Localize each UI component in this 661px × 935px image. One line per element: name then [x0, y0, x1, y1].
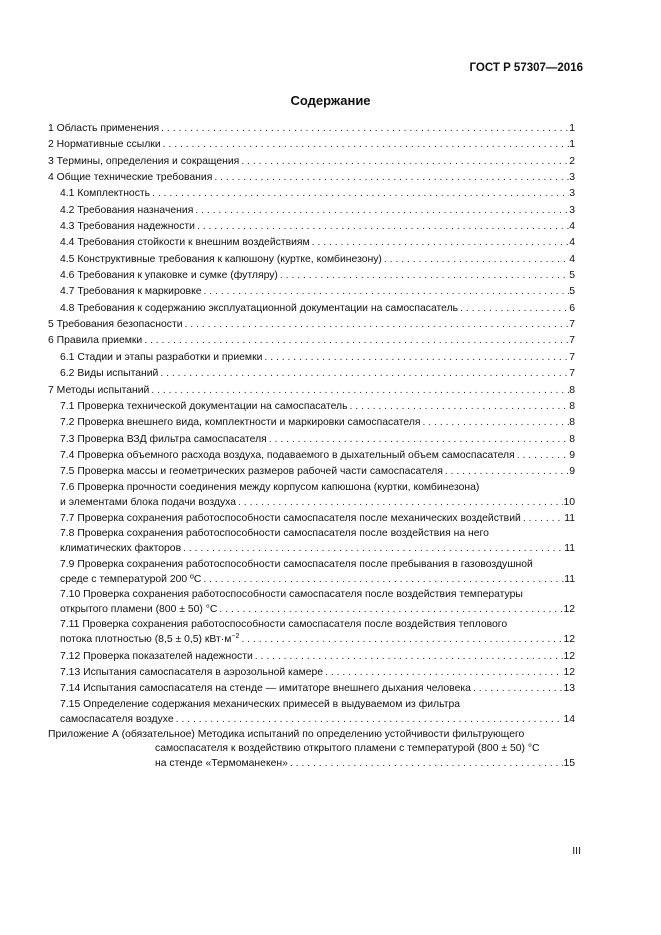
toc-entry-text: на стенде «Термоманекен»: [155, 758, 288, 769]
toc-entry-text: 7.3 Проверка ВЗД фильтра самоспасателя: [60, 433, 267, 445]
dot-leader: [239, 632, 563, 648]
dot-leader: [183, 317, 569, 333]
toc-page-number: 4: [569, 253, 575, 265]
toc-entry[interactable]: [48, 399, 575, 415]
toc-entry[interactable]: [48, 558, 575, 588]
toc-entry-text-line: 7.6 Проверка прочности соединения между корпусом капюшона (куртки, комбинезона): [60, 481, 480, 493]
toc-entry[interactable]: [48, 665, 575, 681]
dot-leader: [310, 235, 569, 251]
toc-page-number: 6: [569, 302, 575, 314]
dot-leader: [217, 602, 563, 618]
toc-entry[interactable]: [48, 728, 575, 772]
toc-entry[interactable]: [48, 219, 575, 235]
toc-page-number: 3: [569, 172, 575, 184]
toc-entry-text: 7.1 Проверка технической документации на самоспасатель: [60, 400, 348, 412]
dot-leader: [382, 252, 569, 268]
toc-entry-text: 5 Требования безопасности: [48, 319, 183, 331]
toc-page-number: 11: [564, 543, 575, 555]
toc-page-number: 7: [569, 335, 575, 347]
toc-page-number: 1: [569, 139, 575, 151]
toc-entry[interactable]: [48, 137, 575, 153]
toc-page-number: 1: [569, 123, 575, 134]
toc-entry-text: 1 Область применения: [48, 123, 160, 134]
dot-leader: [149, 383, 569, 399]
dot-leader: [471, 681, 564, 697]
dot-leader: [267, 432, 569, 448]
toc-entry-text: 3 Термины, определения и сокращения: [48, 155, 240, 167]
toc-entry-text: самоспасателя воздухе: [60, 713, 174, 725]
toc-entry[interactable]: [48, 511, 575, 527]
toc-page-number: 9: [569, 449, 575, 461]
toc-entry-text: 6.2 Виды испытаний: [60, 368, 159, 380]
toc-page-number: 4: [569, 237, 575, 249]
toc-entry[interactable]: [48, 350, 575, 366]
dot-leader: [202, 284, 569, 300]
toc-entry-text-line: 7.15 Определение содержания механических примесей в выдуваемом из фильтра: [60, 698, 461, 710]
toc-entry-text: 7.14 Испытания самоспасателя на стенде — имитаторе внешнего дыхания человека: [60, 683, 471, 695]
toc-entry-text: 7.2 Проверка внешнего вида, комплектности и маркировки самоспасателя: [60, 417, 421, 429]
toc-entry-text: 7 Методы испытаний: [48, 384, 150, 396]
toc-page-number: 7: [569, 351, 575, 363]
dot-leader: [161, 137, 569, 153]
toc-page-number: 2: [569, 155, 575, 167]
toc-entry-text: потока плотностью (8,5 ± 0,5) $кВт\cdot м^{-2}$: [60, 633, 240, 646]
toc-entry-text-line: самоспасателя к воздействию открытого пламени с температурой (800 ± 50) °С: [155, 743, 540, 754]
toc-page-number: 12: [563, 634, 575, 646]
table-of-contents: [48, 121, 575, 772]
toc-entry[interactable]: [48, 649, 575, 665]
toc-page-number: 3: [569, 188, 575, 200]
toc-entry[interactable]: [48, 481, 575, 511]
dot-leader: [212, 170, 569, 186]
toc-entry[interactable]: [48, 333, 575, 349]
toc-entry-text: 7.4 Проверка объемного расхода воздуха, подаваемого в дыхательный объем самоспасателя: [60, 449, 515, 461]
toc-entry[interactable]: [48, 588, 575, 618]
toc-entry[interactable]: [48, 464, 575, 480]
toc-entry-text: климатических факторов: [60, 543, 182, 555]
dot-leader: [195, 219, 569, 235]
toc-entry-text: 4.4 Требования стойкости к внешним воздействиям: [60, 237, 310, 249]
toc-entry[interactable]: [48, 301, 575, 317]
toc-page-number: 12: [563, 650, 575, 662]
toc-entry[interactable]: [48, 186, 575, 202]
toc-page-number: 7: [569, 368, 575, 380]
toc-entry-text: 6.1 Стадии и этапы разработки и приемки: [60, 351, 263, 363]
dot-leader: [278, 268, 569, 284]
dot-leader: [193, 203, 569, 219]
toc-page-number: 5: [569, 286, 575, 298]
toc-page-number: 9: [569, 466, 575, 478]
toc-entry[interactable]: [48, 681, 575, 697]
toc-page-number: 8: [569, 384, 575, 396]
toc-entry[interactable]: [48, 268, 575, 284]
toc-entry-text: 6 Правила приемки: [48, 335, 143, 347]
toc-entry-text: среде с температурой 200 ºС: [60, 573, 202, 585]
toc-entry[interactable]: [48, 698, 575, 728]
toc-entry[interactable]: [48, 284, 575, 300]
toc-entry-text: 4.2 Требования назначения: [60, 204, 194, 216]
toc-entry[interactable]: [48, 203, 575, 219]
toc-entry-text: 4.8 Требования к содержанию эксплуатационной документации на самоспасатель: [60, 302, 459, 314]
toc-page-number: 12: [563, 603, 575, 615]
toc-entry-text-line: 7.8 Проверка сохранения работоспособности самоспасателя после воздействия на него: [60, 528, 489, 540]
dot-leader: [181, 541, 564, 557]
dot-leader: [174, 712, 564, 728]
dot-leader: [158, 366, 569, 382]
toc-entry[interactable]: [48, 252, 575, 268]
toc-entry-text: открытого пламени (800 ± 50) °С: [60, 603, 218, 615]
toc-page-number: 7: [569, 319, 575, 331]
dot-leader: [323, 665, 563, 681]
toc-page-number: 11: [564, 512, 575, 524]
toc-entry[interactable]: [48, 121, 575, 137]
toc-entry-text-line: 7.11 Проверка сохранения работоспособности самоспасателя после воздействия теплового: [60, 619, 508, 631]
toc-entry-text: 4.1 Комплектность: [60, 188, 151, 200]
toc-page-number: 12: [563, 666, 575, 678]
toc-entry-text: 4.7 Требования к маркировке: [60, 286, 202, 298]
toc-entry-text: 7.7 Проверка сохранения работоспособности самоспасателя после механических воздействий: [60, 512, 521, 524]
toc-entry-text: 4.3 Требования надежности: [60, 221, 195, 233]
toc-entry-text: 7.5 Проверка массы и геометрических размеров рабочей части самоспасателя: [60, 466, 443, 478]
toc-page-number: 8: [569, 433, 575, 445]
toc-entry-text-line: 7.10 Проверка сохранения работоспособности самоспасателя после воздействия температуры: [60, 588, 523, 600]
toc-entry[interactable]: [48, 170, 575, 186]
toc-entry[interactable]: [48, 383, 575, 399]
toc-entry[interactable]: [48, 317, 575, 333]
toc-page-number: 8: [569, 400, 575, 412]
toc-entry[interactable]: [48, 415, 575, 431]
dot-leader: [421, 415, 569, 431]
toc-entry[interactable]: [48, 235, 575, 251]
toc-entry[interactable]: [48, 154, 575, 170]
dot-leader: [201, 572, 564, 588]
dot-leader: [288, 756, 564, 772]
toc-page-number: 15: [563, 758, 575, 769]
standard-code: ГОСТ Р 57307—2016: [469, 62, 583, 74]
dot-leader: [348, 399, 569, 415]
toc-entry-text: 2 Нормативные ссылки: [48, 139, 161, 151]
dot-leader: [458, 301, 569, 317]
toc-entry-text: 4.5 Конструктивные требования к капюшону (куртке, комбинезону): [60, 253, 382, 265]
toc-entry-text-line: Приложение А (обязательное) Методика испытаний по определению устойчивости фильтрующего: [48, 729, 525, 740]
dot-leader: [142, 333, 569, 349]
dot-leader: [253, 649, 564, 665]
toc-page-number: 13: [563, 683, 575, 695]
dot-leader: [150, 186, 569, 202]
toc-entry[interactable]: [48, 527, 575, 557]
page-number: III: [572, 845, 581, 857]
toc-entry-text: 7.13 Испытания самоспасателя в аэрозольной камере: [60, 666, 324, 678]
toc-page-number: 8: [569, 417, 575, 429]
toc-entry[interactable]: [48, 366, 575, 382]
superscript: −2: [231, 633, 240, 641]
toc-entry[interactable]: [48, 618, 575, 648]
toc-page-number: 11: [564, 573, 575, 585]
dot-leader: [443, 464, 569, 480]
dot-leader: [159, 121, 569, 137]
dot-leader: [262, 350, 569, 366]
dot-leader: [515, 448, 569, 464]
toc-entry[interactable]: [48, 432, 575, 448]
toc-entry-text: 7.12 Проверка показателей надежности: [60, 650, 253, 662]
toc-page-number: 3: [569, 204, 575, 216]
toc-entry-text: 4.6 Требования к упаковке и сумке (футляру): [60, 270, 278, 282]
toc-entry-text: и элементами блока подачи воздуха: [60, 496, 237, 508]
toc-page-number: 4: [569, 221, 575, 233]
toc-page-number: 5: [569, 270, 575, 282]
dot-leader: [521, 511, 564, 527]
page-title: Содержание: [290, 93, 371, 108]
toc-page-number: 10: [563, 496, 575, 508]
toc-entry-text-line: 7.9 Проверка сохранения работоспособности самоспасателя после пребывания в газовоздушной: [60, 558, 533, 570]
dot-leader: [239, 154, 569, 170]
toc-entry[interactable]: [48, 448, 575, 464]
dot-leader: [236, 495, 563, 511]
toc-entry-text: 4 Общие технические требования: [48, 172, 213, 184]
toc-page-number: 14: [563, 713, 575, 725]
